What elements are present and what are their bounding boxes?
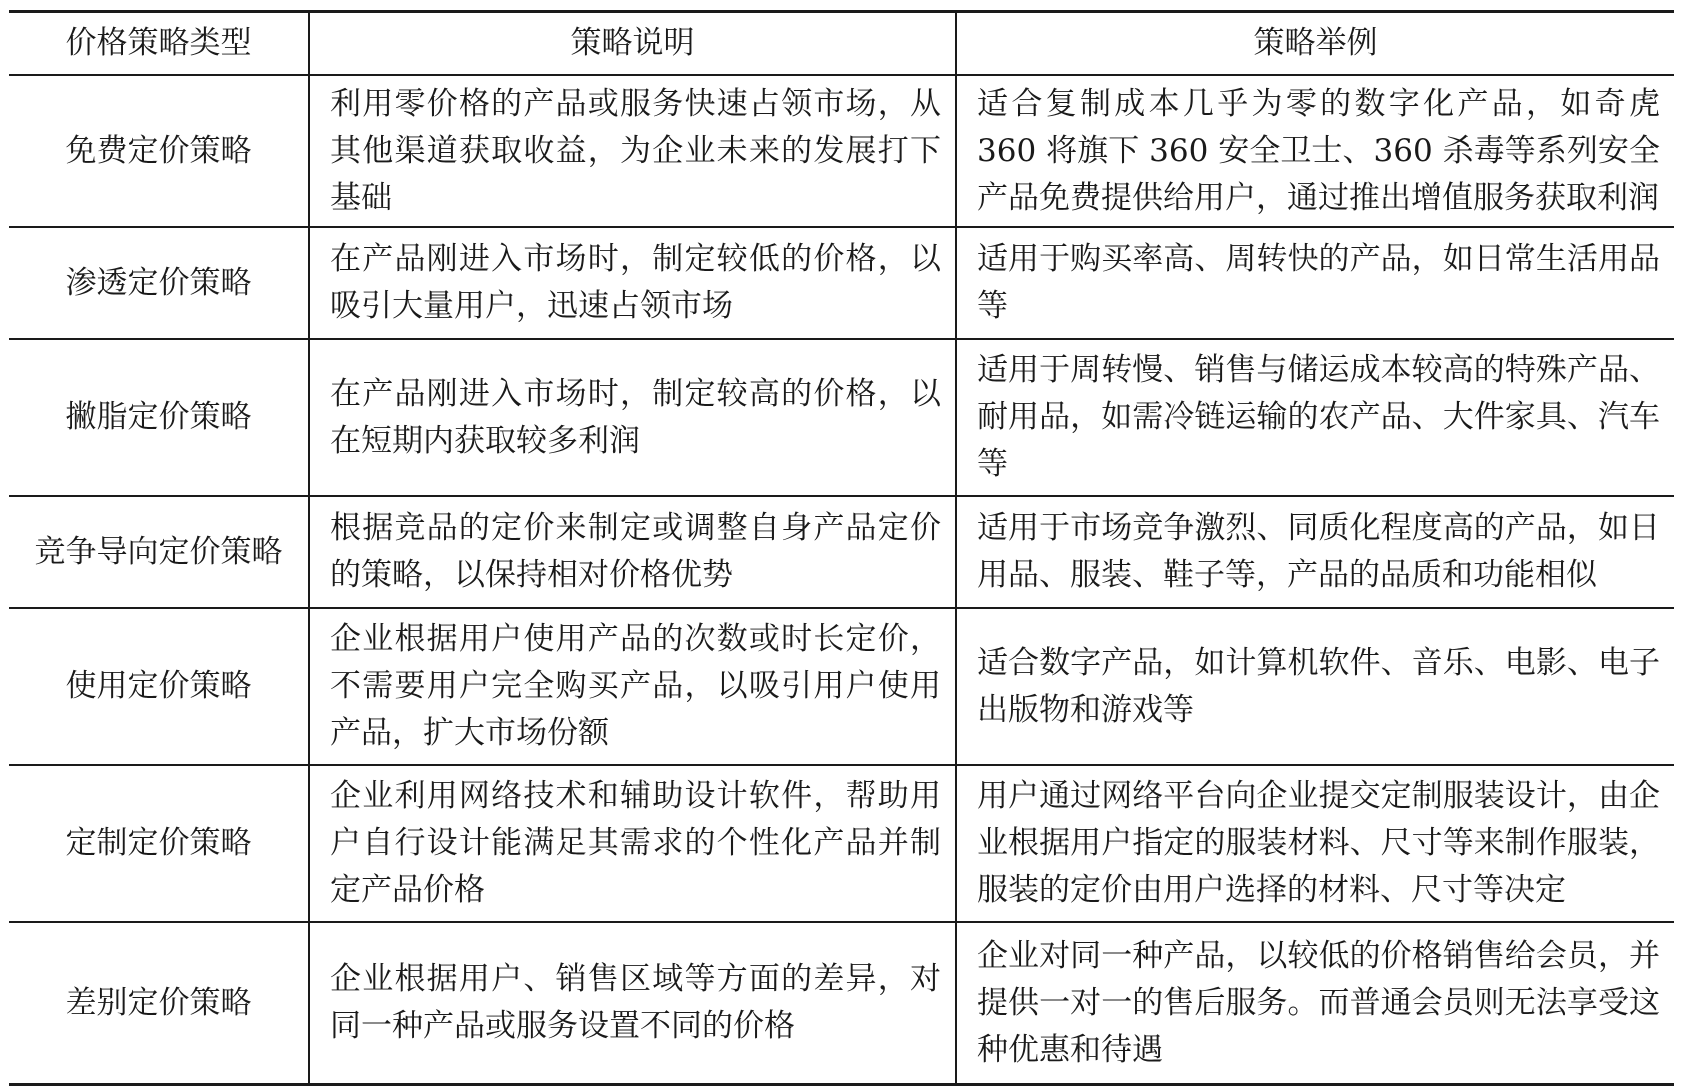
- strategy-description-cell: 企业根据用户使用产品的次数或时长定价，不需要用户完全购买产品，以吸引用户使用产品，扩大市场份额: [309, 608, 956, 765]
- strategy-description-cell: 企业根据用户、销售区域等方面的差异，对同一种产品或服务设置不同的价格: [309, 922, 956, 1085]
- table-row: [9, 75, 1674, 227]
- strategy-type-cell: 定制定价策略: [9, 765, 309, 922]
- table-row: [9, 496, 1674, 608]
- table-row: [9, 922, 1674, 1085]
- strategy-type-cell: 渗透定价策略: [9, 227, 309, 339]
- table-row: [9, 765, 1674, 922]
- strategy-type-cell: 免费定价策略: [9, 75, 309, 227]
- strategy-description-cell: 在产品刚进入市场时，制定较高的价格，以在短期内获取较多利润: [309, 339, 956, 496]
- strategy-description-cell: 根据竞品的定价来制定或调整自身产品定价的策略，以保持相对价格优势: [309, 496, 956, 608]
- strategy-example-cell: 适合复制成本几乎为零的数字化产品，如奇虎 360 将旗下 360 安全卫士、360 杀毒等系列安全产品免费提供给用户，通过推出增值服务获取利润: [956, 75, 1674, 227]
- header-strategy-example: 策略举例: [956, 12, 1674, 76]
- table-row: [9, 227, 1674, 339]
- strategy-example-cell: 适用于周转慢、销售与储运成本较高的特殊产品、耐用品，如需冷链运输的农产品、大件家具、汽车等: [956, 339, 1674, 496]
- header-strategy-description: 策略说明: [309, 12, 956, 76]
- table-row: [9, 608, 1674, 765]
- strategy-type-cell: 竞争导向定价策略: [9, 496, 309, 608]
- header-strategy-type: 价格策略类型: [9, 12, 309, 76]
- table-header-row: [9, 12, 1674, 76]
- strategy-example-cell: 适用于市场竞争激烈、同质化程度高的产品，如日用品、服装、鞋子等，产品的品质和功能相似: [956, 496, 1674, 608]
- strategy-type-cell: 差别定价策略: [9, 922, 309, 1085]
- strategy-example-cell: 企业对同一种产品，以较低的价格销售给会员，并提供一对一的售后服务。而普通会员则无法享受这种优惠和待遇: [956, 922, 1674, 1085]
- strategy-example-cell: 适用于购买率高、周转快的产品，如日常生活用品等: [956, 227, 1674, 339]
- strategy-description-cell: 利用零价格的产品或服务快速占领市场，从其他渠道获取收益，为企业未来的发展打下基础: [309, 75, 956, 227]
- pricing-strategy-table-container: [9, 10, 1674, 1086]
- strategy-description-cell: 在产品刚进入市场时，制定较低的价格，以吸引大量用户，迅速占领市场: [309, 227, 956, 339]
- strategy-type-cell: 撇脂定价策略: [9, 339, 309, 496]
- strategy-example-cell: 用户通过网络平台向企业提交定制服装设计，由企业根据用户指定的服装材料、尺寸等来制作服装，服装的定价由用户选择的材料、尺寸等决定: [956, 765, 1674, 922]
- strategy-type-cell: 使用定价策略: [9, 608, 309, 765]
- pricing-strategy-table: [9, 10, 1674, 1086]
- strategy-description-cell: 企业利用网络技术和辅助设计软件，帮助用户自行设计能满足其需求的个性化产品并制定产品价格: [309, 765, 956, 922]
- strategy-example-cell: 适合数字产品，如计算机软件、音乐、电影、电子出版物和游戏等: [956, 608, 1674, 765]
- table-row: [9, 339, 1674, 496]
